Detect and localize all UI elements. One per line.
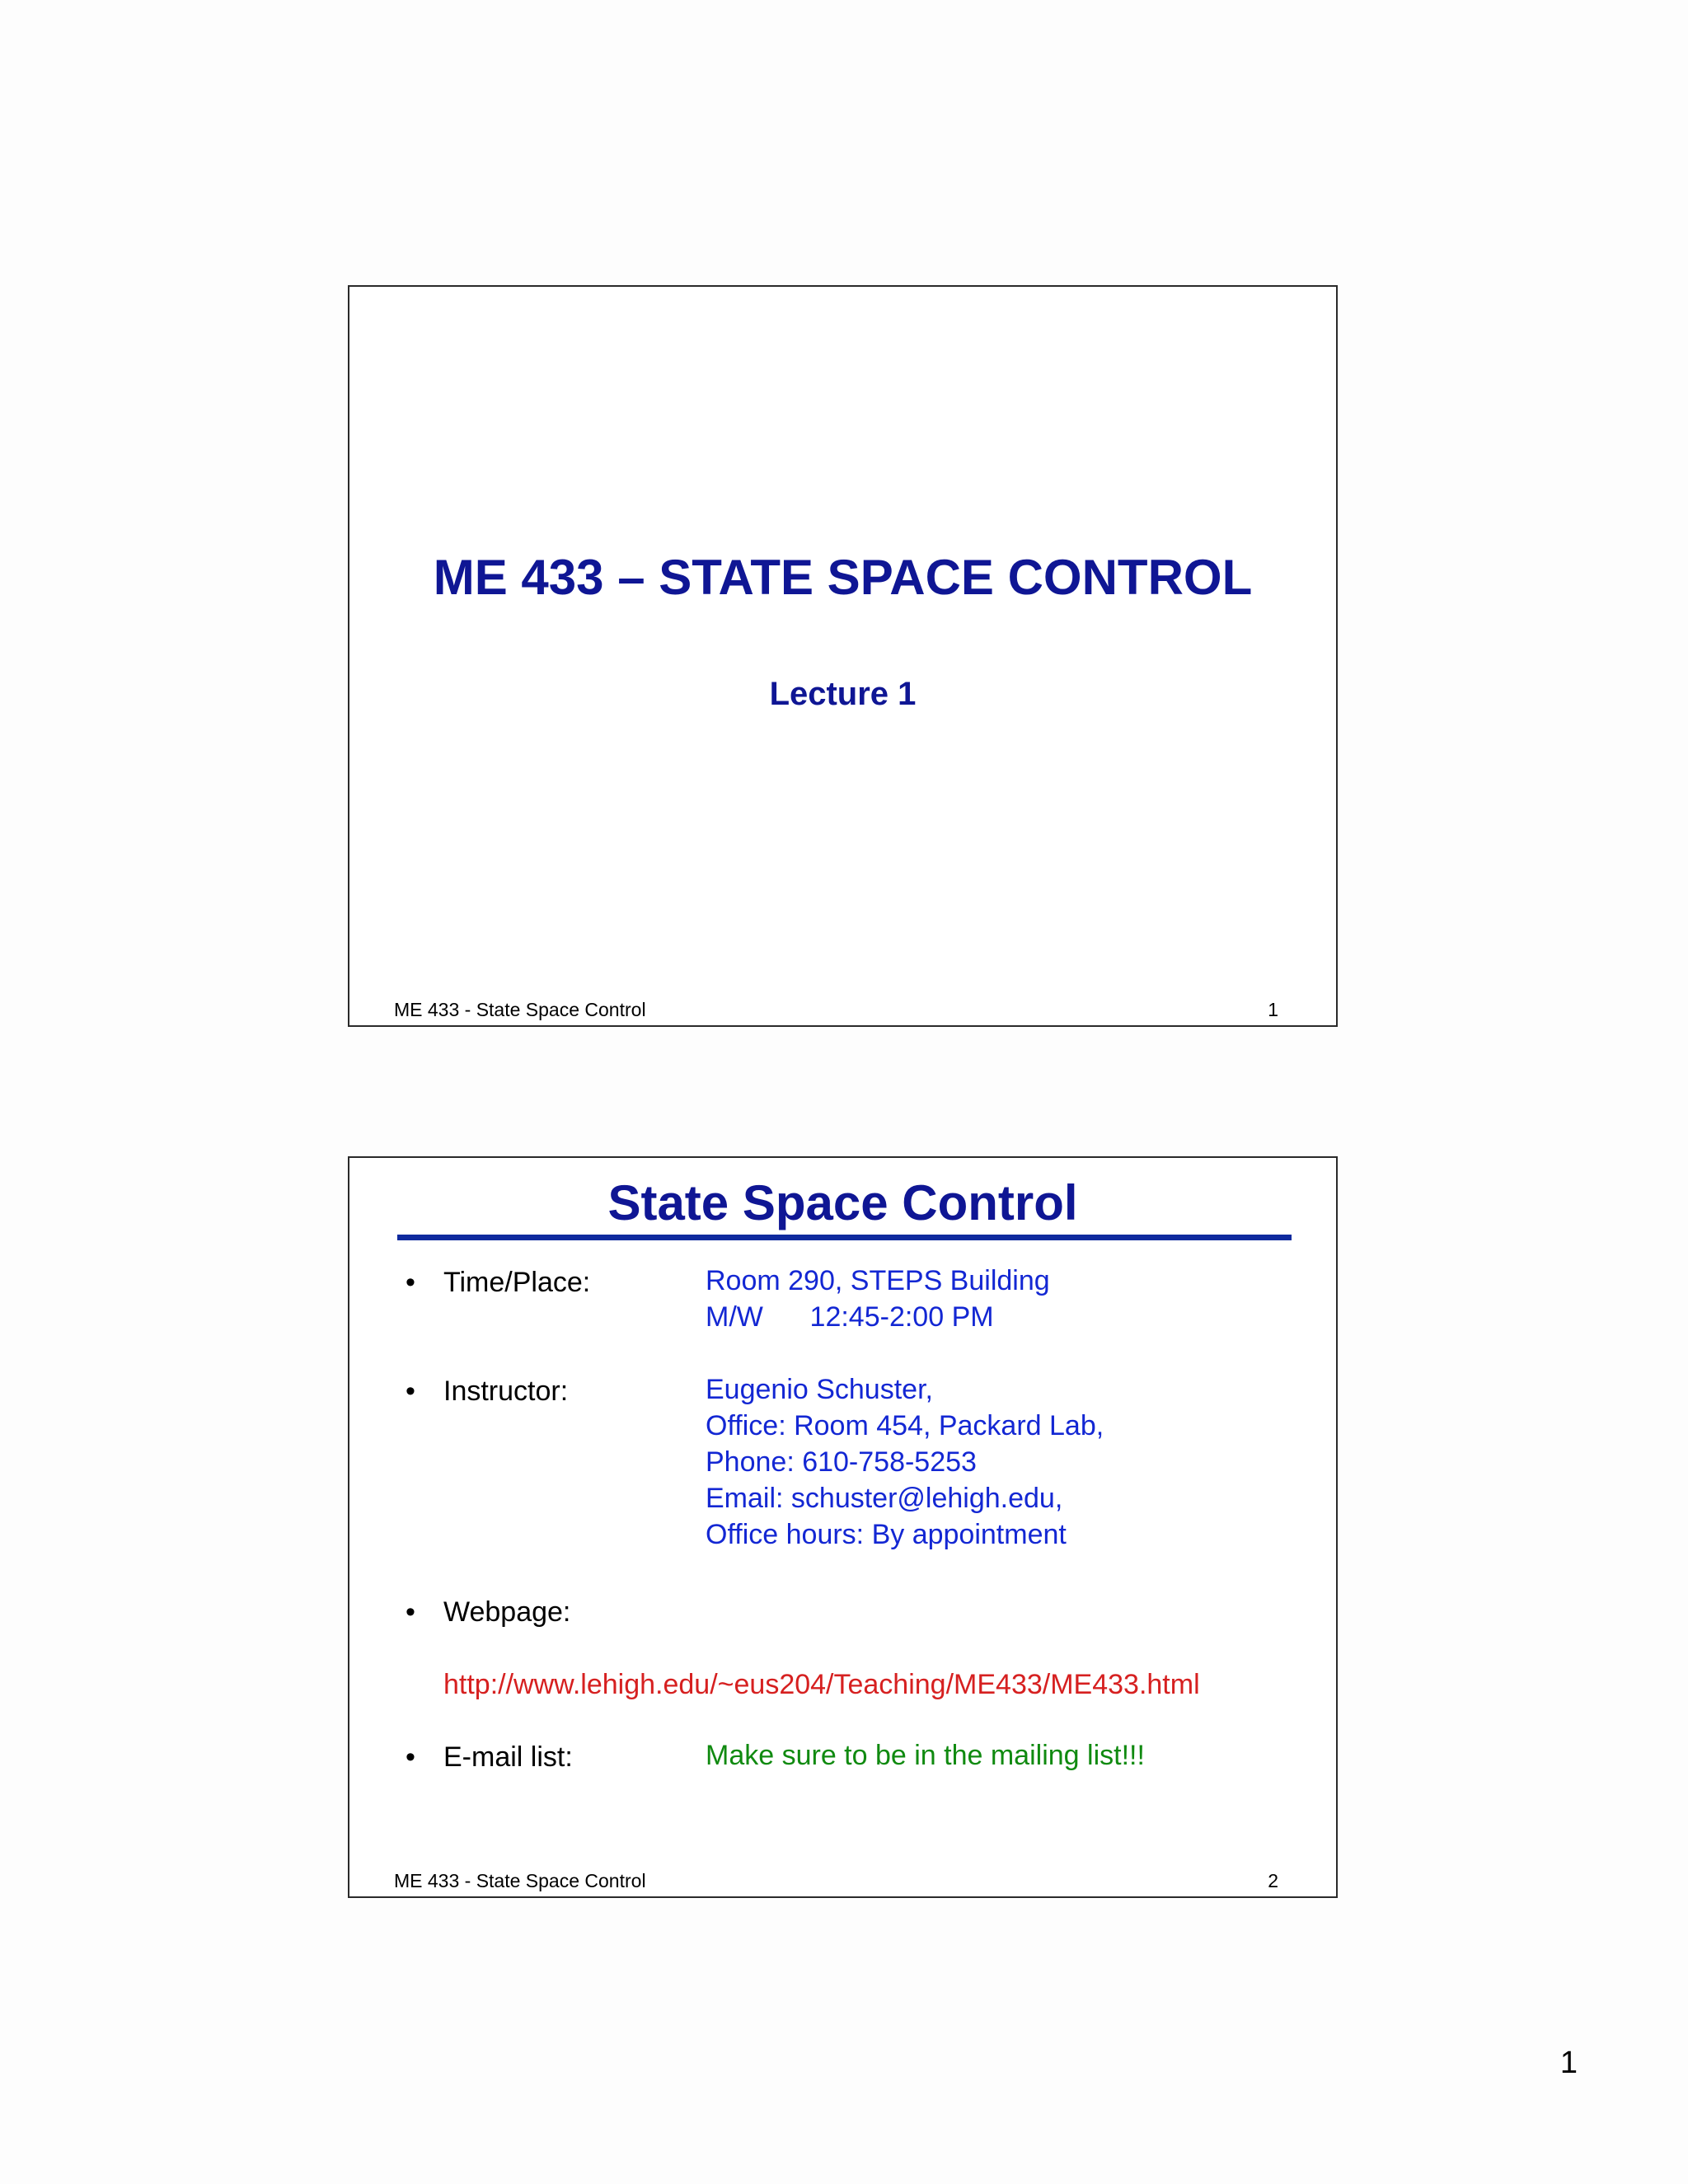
slide-1-subtitle: Lecture 1 bbox=[769, 676, 917, 712]
instructor-line: Email: schuster@lehigh.edu, bbox=[706, 1483, 1063, 1514]
slide-2-title: State Space Control bbox=[607, 1175, 1078, 1230]
instructor-values bbox=[706, 1371, 1104, 1553]
bullet: • bbox=[406, 1376, 415, 1407]
webpage-label: Webpage: bbox=[443, 1596, 571, 1628]
email-list-label: E-mail list: bbox=[443, 1741, 573, 1773]
slide-1 bbox=[348, 285, 1338, 1027]
time-place-line: M/W 12:45-2:00 PM bbox=[706, 1301, 994, 1333]
slide-2-number: 2 bbox=[1268, 1870, 1278, 1891]
time-place-label: Time/Place: bbox=[443, 1267, 591, 1298]
title-underline bbox=[397, 1235, 1292, 1240]
slide-1-title: ME 433 – STATE SPACE CONTROL bbox=[433, 550, 1253, 605]
bullet: • bbox=[406, 1267, 415, 1298]
time-place-line: Room 290, STEPS Building bbox=[706, 1265, 1050, 1296]
instructor-line: Office: Room 454, Packard Lab, bbox=[706, 1410, 1104, 1441]
time-place-values bbox=[706, 1263, 1050, 1335]
webpage-link[interactable]: http://www.lehigh.edu/~eus204/Teaching/ME433/ME433.html bbox=[443, 1669, 1200, 1700]
bullet: • bbox=[406, 1741, 415, 1773]
slide-1-number: 1 bbox=[1268, 999, 1278, 1020]
slide-2-footer: ME 433 - State Space Control bbox=[394, 1870, 646, 1891]
instructor-label: Instructor: bbox=[443, 1376, 569, 1407]
instructor-line: Eugenio Schuster, bbox=[706, 1374, 933, 1405]
email-list-note: Make sure to be in the mailing list!!! bbox=[706, 1740, 1145, 1771]
page-number: 1 bbox=[1559, 2046, 1578, 2080]
slide-2 bbox=[348, 1156, 1338, 1898]
slide-1-footer: ME 433 - State Space Control bbox=[394, 999, 646, 1020]
bullet: • bbox=[406, 1596, 415, 1628]
instructor-line: Office hours: By appointment bbox=[706, 1519, 1067, 1550]
instructor-line: Phone: 610-758-5253 bbox=[706, 1446, 977, 1478]
